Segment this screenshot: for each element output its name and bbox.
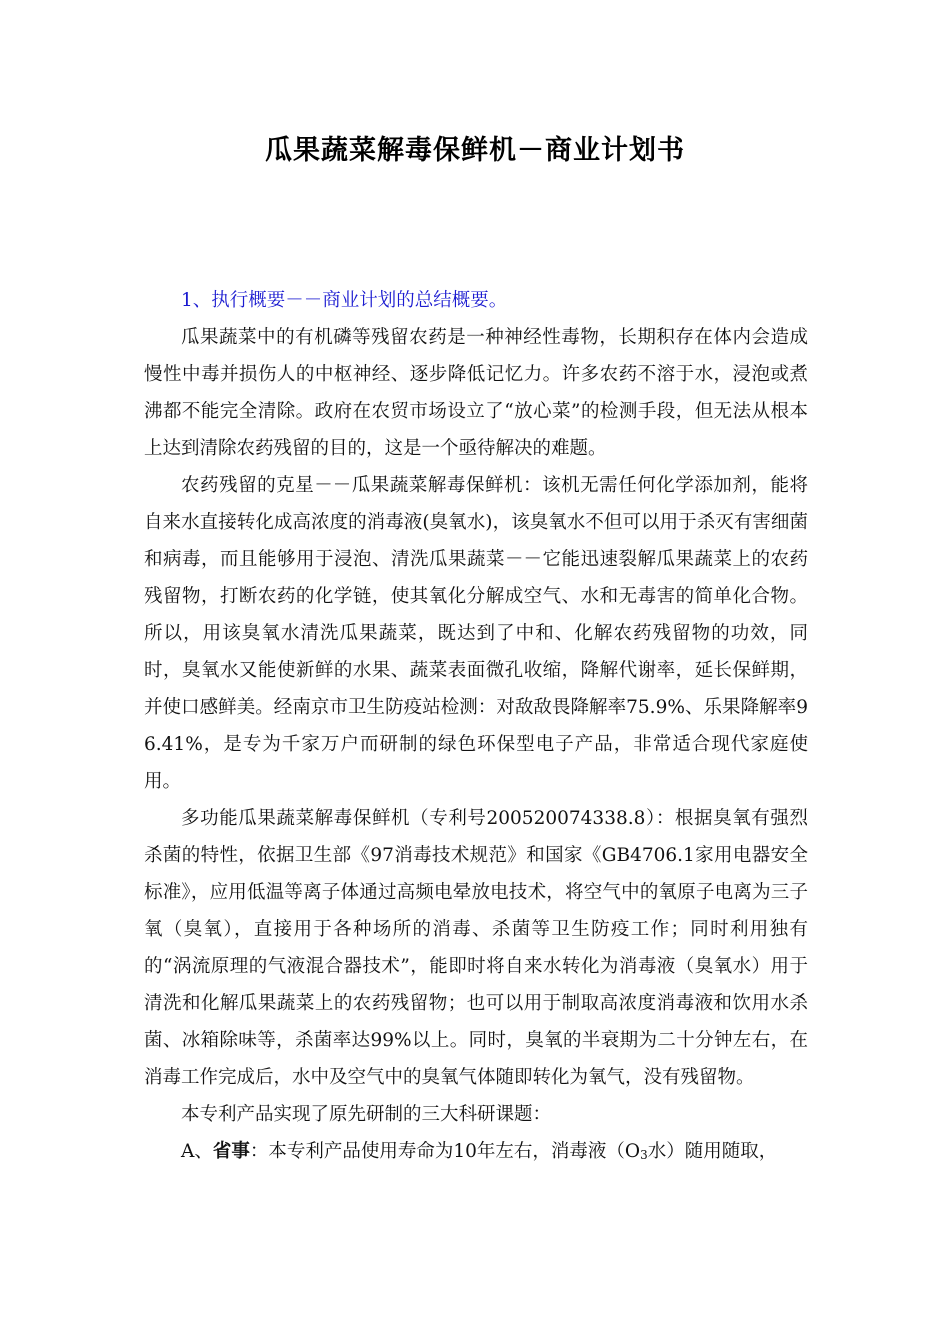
item-a-prefix: A、 (181, 1141, 213, 1162)
document-body (144, 282, 808, 1174)
item-a-text-2: 水）随用随取， (647, 1141, 778, 1162)
document-title: 瓜果蔬菜解毒保鲜机－商业计划书 (265, 135, 685, 166)
section-heading: 1、执行概要－－商业计划的总结概要。 (181, 290, 508, 311)
paragraph-4: 本专利产品实现了原先研制的三大科研课题： (181, 1104, 552, 1125)
item-a-label: 省事 (212, 1141, 250, 1162)
item-a-text-1: ：本专利产品使用寿命为10年左右，消毒液（O (249, 1141, 641, 1162)
paragraph-3: 多功能瓜果蔬菜解毒保鲜机（专利号200520074338.8）：根据臭氧有强烈杀菌的特性，依据卫生部《97消毒技术规范》和国家《GB4706.1家用电器安全标准》，应用低温等离子体通过高频电晕放电技术，将空气中的氧原子电离为三子氧（臭氧），直接用于各种场所的消毒、杀菌等卫生防疫工作；同时利用独有的“涡流原理的气液混合器技术”，能即时将自来水转化为消毒液（臭氧水）用于清洗和化解瓜果蔬菜上的农药残留物；也可以用于制取高浓度消毒液和饮用水杀菌、冰箱除味等，杀菌率达99%以上。同时，臭氧的半衰期为二十分钟左右，在消毒工作完成后，水中及空气中的臭氧气体随即转化为氧气，没有残留物。 (144, 808, 808, 1088)
item-a-subscript: 3 (640, 1148, 648, 1162)
paragraph-2: 农药残留的克星－－瓜果蔬菜解毒保鲜机：该机无需任何化学添加剂，能将自来水直接转化成高浓度的消毒液(臭氧水)，该臭氧水不但可以用于杀灭有害细菌和病毒，而且能够用于浸泡、清洗瓜果蔬菜－－它能迅速裂解瓜果蔬菜上的农药残留物，打断农药的化学链，使其氧化分解成空气、水和无毒害的简单化合物。所以，用该臭氧水清洗瓜果蔬菜，既达到了中和、化解农药残留物的功效，同时，臭氧水又能使新鲜的水果、蔬菜表面微孔收缩，降解代谢率，延长保鲜期，并使口感鲜美。经南京市卫生防疫站检测：对敌敌畏降解率75.9%、乐果降解率96.41%，是专为千家万户而研制的绿色环保型电子产品，非常适合现代家庭使用。 (144, 475, 808, 792)
item-a-paragraph (144, 1133, 808, 1174)
paragraph-1: 瓜果蔬菜中的有机磷等残留农药是一种神经性毒物，长期积存在体内会造成慢性中毒并损伤人的中枢神经、逐步降低记忆力。许多农药不溶于水，浸泡或煮沸都不能完全清除。政府在农贸市场设立了“放心菜”的检测手段，但无法从根本上达到清除农药残留的目的，这是一个亟待解决的难题。 (144, 327, 808, 459)
